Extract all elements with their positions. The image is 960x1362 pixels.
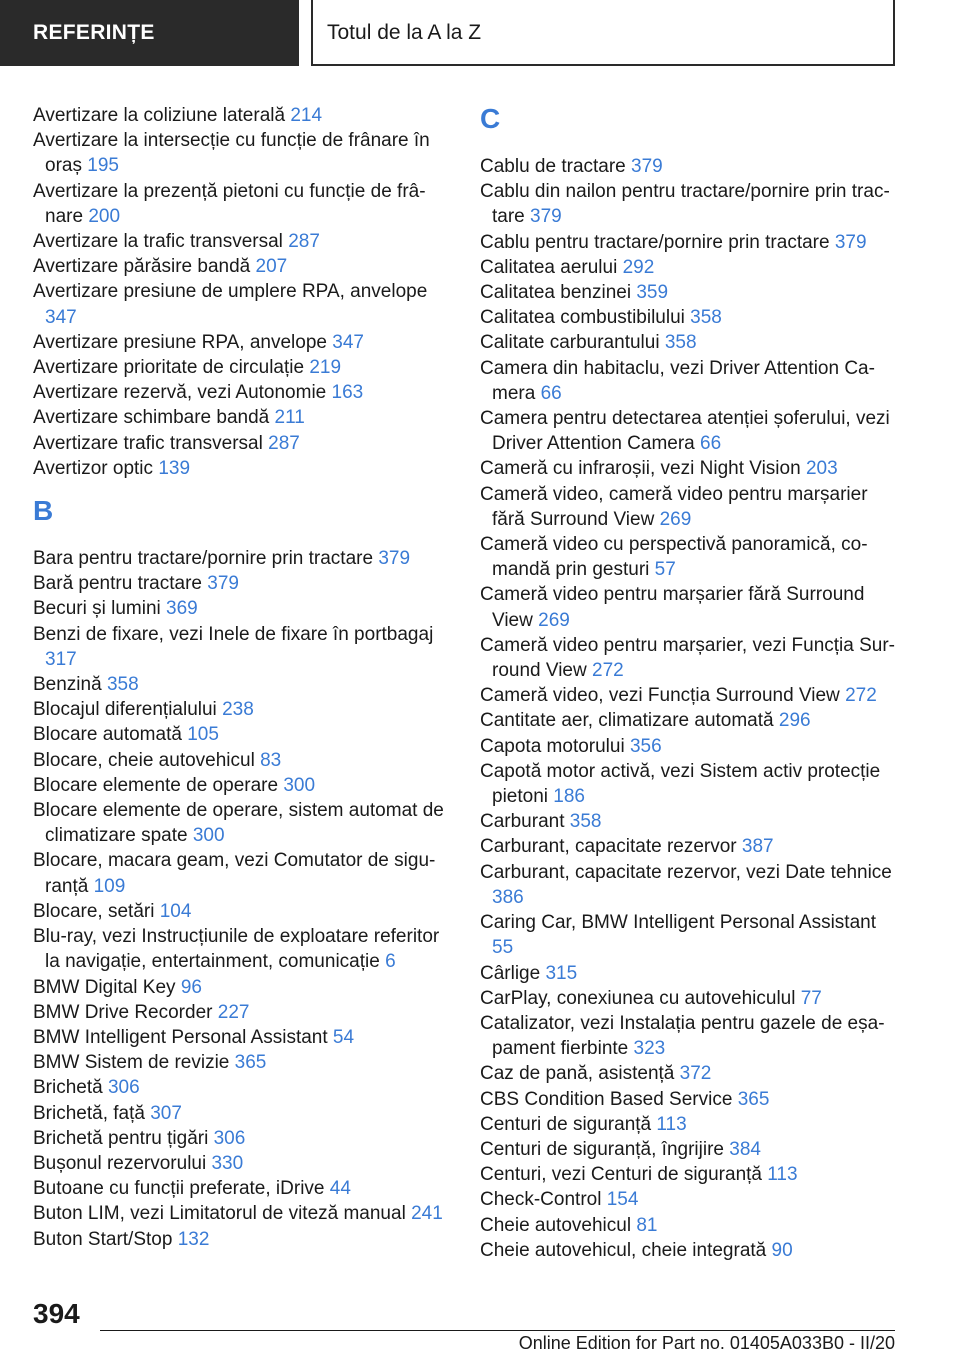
index-page-link[interactable]: 296 — [778, 710, 811, 732]
index-page-link[interactable]: 113 — [656, 1113, 687, 1135]
index-entry-text: Avertizor optic — [33, 457, 154, 479]
index-entry-text: Blocare, setări — [33, 900, 155, 922]
index-entry-text: Avertizare rezervă, vezi Autonomie — [33, 382, 327, 404]
index-entry-text: Cameră video, vezi Funcția Surround View — [480, 685, 840, 707]
index-entry — [480, 456, 895, 481]
index-entry — [33, 254, 451, 279]
index-entry-text: Avertizare la trafic transversal — [33, 231, 283, 253]
index-page-link[interactable]: 300 — [283, 774, 316, 796]
index-entry-text: Bară pentru tractare — [33, 573, 202, 595]
index-entry — [480, 255, 895, 280]
index-entry — [33, 1201, 451, 1226]
index-page-link[interactable]: 365 — [234, 1052, 267, 1074]
index-entry — [33, 672, 451, 697]
index-entry — [480, 809, 895, 834]
index-entry-text: Avertizare schimbare bandă — [33, 407, 270, 429]
index-entry — [33, 179, 451, 229]
index-page-link[interactable]: 356 — [629, 735, 662, 757]
index-entry-text: Camera pentru detectarea atenției șoferului, vezi Driver Attention Camera — [480, 408, 890, 455]
index-entry-text: Calitatea aerului — [480, 256, 618, 278]
index-entry-text: Centuri de siguranță, îngrijire — [480, 1138, 724, 1160]
index-entry — [33, 405, 451, 430]
index-entry-text: Centuri, vezi Centuri de siguranță — [480, 1164, 762, 1186]
index-page-link[interactable]: 132 — [177, 1228, 210, 1250]
index-entry — [33, 622, 451, 672]
index-entry-text: Blocajul diferențialului — [33, 699, 217, 721]
index-entry — [480, 734, 895, 759]
index-entry-text: BMW Intelligent Personal Assistant — [33, 1026, 328, 1048]
index-entry — [33, 848, 451, 898]
index-entry — [480, 330, 895, 355]
footer-divider — [100, 1330, 895, 1331]
index-entry — [480, 1011, 895, 1061]
index-page-link[interactable]: 90 — [771, 1239, 793, 1261]
index-entry — [33, 380, 451, 405]
index-page-link[interactable]: 306 — [213, 1127, 246, 1149]
index-entry — [33, 546, 451, 571]
index-entry — [480, 154, 895, 179]
index-entry — [480, 280, 895, 305]
index-page-link[interactable]: 379 — [530, 206, 562, 228]
index-entry — [33, 571, 451, 596]
index-entry-text: CBS Condition Based Service — [480, 1088, 733, 1110]
index-page-link[interactable]: 6 — [385, 951, 396, 973]
section-tab[interactable]: REFERINȚE — [0, 0, 299, 66]
index-entry-text: Avertizare trafic transversal — [33, 432, 263, 454]
index-page-link[interactable]: 219 — [309, 357, 342, 379]
index-page-link[interactable]: 287 — [288, 231, 320, 253]
index-entry — [33, 128, 451, 178]
index-page-link[interactable]: 57 — [654, 559, 676, 581]
index-entry — [480, 683, 895, 708]
index-entry — [480, 179, 895, 229]
index-page-link[interactable]: 300 — [192, 825, 225, 847]
index-entry — [33, 355, 451, 380]
index-page-link[interactable]: 365 — [737, 1088, 770, 1110]
index-page-link[interactable]: 44 — [329, 1178, 351, 1200]
index-page-link[interactable]: 203 — [805, 458, 838, 480]
index-page-link[interactable]: 372 — [679, 1063, 712, 1085]
index-entry-text: Bara pentru tractare/pornire prin tractare — [33, 548, 374, 570]
index-entry — [33, 330, 451, 355]
index-entry — [33, 1075, 451, 1100]
index-letter-heading: B — [33, 495, 54, 527]
index-page-link[interactable]: 241 — [411, 1203, 443, 1225]
index-page-link[interactable]: 81 — [636, 1214, 658, 1236]
index-page-link[interactable]: 358 — [569, 811, 602, 833]
index-entry-text: Blocare, macara geam, vezi Comutator de siguranță — [33, 850, 436, 897]
index-entry — [33, 229, 451, 254]
index-entry-text: Brichetă — [33, 1077, 103, 1099]
index-entry-text: Capota motorului — [480, 735, 625, 757]
index-entry — [480, 230, 895, 255]
index-entry — [33, 899, 451, 924]
index-page-link[interactable]: 66 — [540, 382, 562, 404]
index-page-link[interactable]: 347 — [45, 306, 77, 328]
index-entry-text: Cameră video cu perspectivă panoramică, comandă prin gesturi — [480, 534, 868, 581]
index-page-link[interactable]: 379 — [834, 231, 867, 253]
index-page-link[interactable]: 292 — [622, 256, 655, 278]
index-page-link[interactable]: 104 — [159, 900, 192, 922]
index-entry-text: Cameră video pentru marșarier fără Surround View — [480, 584, 865, 631]
index-page-link[interactable]: 238 — [222, 699, 254, 721]
index-entry — [33, 798, 451, 848]
index-entry — [33, 1227, 451, 1252]
index-entry — [480, 1137, 895, 1162]
index-entry — [480, 1087, 895, 1112]
index-entry — [480, 834, 895, 859]
index-page-link[interactable]: 359 — [636, 282, 669, 304]
index-entry-text: Cablu pentru tractare/pornire prin tractare — [480, 231, 830, 253]
index-entry — [33, 456, 451, 481]
index-entry-text: Carburant, capacitate rezervor — [480, 836, 737, 858]
index-entry-text: Caring Car, BMW Intelligent Personal Assistant — [480, 912, 877, 934]
index-entry — [480, 406, 895, 456]
index-page-link[interactable]: 358 — [690, 307, 722, 329]
index-entry-text: Bușonul rezervorului — [33, 1152, 207, 1174]
index-entry-text: Cheie autovehicul — [480, 1214, 632, 1236]
index-entry-text: Benzină — [33, 674, 102, 696]
index-page-link[interactable]: 139 — [158, 457, 191, 479]
index-entry — [480, 759, 895, 809]
index-entry — [33, 975, 451, 1000]
index-entry — [33, 773, 451, 798]
index-entry-text: Cantitate aer, climatizare automată — [480, 710, 774, 732]
index-page-link[interactable]: 186 — [553, 786, 585, 808]
index-entry-text: Blu-ray, vezi Instrucțiunile de exploatare referitor la navigație, entertainment, comunicație — [33, 926, 440, 973]
index-page-link[interactable]: 379 — [631, 156, 663, 177]
index-entry-text: Avertizare presiune de umplere RPA, anvelope — [33, 281, 428, 303]
index-page-link[interactable]: 347 — [332, 331, 364, 353]
index-entry — [480, 633, 895, 683]
page-header — [0, 0, 960, 66]
index-entry-text: Avertizare prioritate de circulație — [33, 357, 305, 379]
index-page-link[interactable]: 269 — [538, 609, 570, 631]
index-page-link[interactable]: 66 — [700, 433, 722, 455]
index-entry — [480, 860, 895, 910]
index-entry — [33, 1000, 451, 1025]
index-entry — [480, 1187, 895, 1212]
index-entry-text: Avertizare părăsire bandă — [33, 256, 251, 278]
index-page-link[interactable]: 330 — [211, 1152, 244, 1174]
index-entry — [33, 279, 451, 329]
index-entry — [480, 1162, 895, 1187]
index-entry-text: Cameră video pentru marșarier, vezi Funcția Surround View — [480, 634, 895, 682]
index-entry-text: Buton LIM, vezi Limitatorul de viteză manual — [33, 1203, 406, 1225]
index-entry-text: Cablu din nailon pentru tractare/pornire prin tractare — [480, 181, 890, 228]
index-entry-text: Avertizare la intersecție cu funcție de frânare în oraș — [33, 130, 430, 177]
index-entry-text: BMW Sistem de revizie — [33, 1052, 230, 1074]
index-page-link[interactable]: 379 — [378, 548, 411, 570]
index-entry — [480, 356, 895, 406]
index-page-link[interactable]: 379 — [207, 573, 239, 595]
index-entry-text: Butoane cu funcții preferate, iDrive — [33, 1178, 325, 1200]
index-page-link[interactable]: 287 — [268, 432, 300, 454]
index-entry-text: Avertizare presiune RPA, anvelope — [33, 331, 327, 353]
index-page-link[interactable]: 358 — [106, 674, 139, 696]
index-entry-text: BMW Drive Recorder — [33, 1001, 213, 1023]
index-column-right — [480, 103, 895, 1263]
index-entry — [480, 910, 895, 960]
index-page-link[interactable]: 387 — [741, 836, 774, 858]
index-entry-text: Carburant — [480, 811, 565, 833]
index-page-link[interactable]: 358 — [664, 332, 697, 354]
index-entry-text: Cameră cu infraroșii, vezi Night Vision — [480, 458, 801, 480]
index-entry — [480, 1061, 895, 1086]
index-entry-text: Blocare elemente de operare — [33, 774, 279, 796]
index-entry-text: Catalizator, vezi Instalația pentru gazele de eșapament fierbinte — [480, 1012, 885, 1060]
index-entry — [480, 1238, 895, 1263]
index-entry-text: Check-Control — [480, 1189, 602, 1211]
index-entry-text: Caz de pană, asistență — [480, 1063, 675, 1085]
index-entry — [33, 1101, 451, 1126]
index-page-link[interactable]: 154 — [606, 1189, 639, 1211]
index-page-link[interactable]: 54 — [332, 1026, 355, 1048]
index-entry-text: BMW Digital Key — [33, 976, 176, 998]
index-entry-text: Becuri și lumini — [33, 598, 161, 620]
index-entry — [33, 924, 451, 974]
index-page-link[interactable]: 306 — [107, 1077, 140, 1099]
index-entry — [33, 431, 451, 456]
index-entry — [480, 582, 895, 632]
index-page-link[interactable]: 55 — [492, 937, 514, 959]
index-page-link[interactable]: 109 — [93, 875, 126, 897]
index-entry-text: Calitatea combustibilului — [480, 307, 685, 329]
index-entry — [33, 722, 451, 747]
index-page-link[interactable]: 96 — [180, 976, 202, 998]
index-page-link[interactable]: 195 — [87, 155, 119, 177]
index-page-link[interactable]: 83 — [260, 749, 282, 771]
index-entry-text: Camera din habitaclu, vezi Driver Attention Camera — [480, 357, 875, 404]
index-page-link[interactable]: 163 — [331, 382, 364, 404]
index-page-link[interactable]: 77 — [800, 987, 822, 1009]
chapter-title[interactable]: Totul de la A la Z — [311, 0, 895, 66]
index-page-link[interactable]: 207 — [255, 256, 288, 278]
index-entry — [480, 961, 895, 986]
index-page-link[interactable]: 307 — [150, 1102, 182, 1124]
index-entry-text: Centuri de siguranță — [480, 1113, 652, 1135]
index-page-link[interactable]: 315 — [545, 962, 578, 984]
index-entry — [33, 697, 451, 722]
index-page-link[interactable]: 272 — [845, 685, 877, 707]
index-page-link[interactable]: 113 — [767, 1164, 798, 1186]
edition-footer: Online Edition for Part no. 01405A033B0 - II/20 — [518, 1333, 895, 1353]
index-entry — [33, 1126, 451, 1151]
index-page-link[interactable]: 211 — [274, 407, 305, 429]
index-page-link[interactable]: 272 — [592, 660, 624, 682]
index-page-link[interactable]: 384 — [729, 1138, 761, 1160]
index-page-link[interactable]: 227 — [217, 1001, 250, 1023]
index-entry-text: Cârlige — [480, 962, 541, 984]
index-entry-text: Avertizare la prezență pietoni cu funcție de frânare — [33, 180, 426, 227]
index-entry-text: Blocare automată — [33, 724, 182, 746]
index-entry — [33, 1151, 451, 1176]
index-entry-text: Calitatea benzinei — [480, 282, 632, 304]
index-entry — [480, 305, 895, 330]
index-entry — [480, 986, 895, 1011]
index-page-link[interactable]: 369 — [166, 598, 198, 620]
index-entry — [33, 1025, 451, 1050]
index-entry-text: Blocare elemente de operare, sistem automat de climatizare spate — [33, 800, 444, 847]
index-entry-text: Carburant, capacitate rezervor, vezi Date tehnice — [480, 861, 892, 883]
index-entry — [33, 1176, 451, 1201]
index-entry-text: Calitate carburantului — [480, 332, 660, 354]
index-page-link[interactable]: 317 — [45, 648, 77, 670]
index-entry-text: Cameră video, cameră video pentru marșarier fără Surround View — [480, 483, 868, 530]
index-entry-text: Blocare, cheie autovehicul — [33, 749, 255, 771]
index-page-link[interactable]: 105 — [187, 724, 219, 746]
index-entry — [480, 1213, 895, 1238]
page-number: 394 — [33, 1298, 80, 1329]
index-page-link[interactable]: 386 — [492, 886, 524, 908]
index-entry-text: CarPlay, conexiunea cu autovehiculul — [480, 987, 796, 1009]
index-entry-text: Buton Start/Stop — [33, 1228, 173, 1250]
index-entry — [480, 1112, 895, 1137]
index-entry-text: Brichetă pentru țigări — [33, 1127, 209, 1149]
index-entry-text: Avertizare la coliziune laterală — [33, 105, 286, 126]
index-entry — [33, 103, 451, 128]
index-letter-heading: C — [480, 103, 501, 134]
index-entry — [33, 1050, 451, 1075]
index-entry-text: Benzi de fixare, vezi Inele de fixare în portbagaj — [33, 623, 434, 645]
index-entry-text: Brichetă, față — [33, 1102, 145, 1124]
index-page-link[interactable]: 200 — [88, 205, 121, 227]
index-page-link[interactable]: 323 — [633, 1038, 666, 1060]
index-entry — [480, 482, 895, 532]
index-entry-text: Cheie autovehicul, cheie integrată — [480, 1239, 767, 1261]
index-entry — [33, 596, 451, 621]
index-entry-text: Capotă motor activă, vezi Sistem activ protecție pietoni — [480, 760, 881, 808]
index-entry-text: Cablu de tractare — [480, 156, 626, 177]
index-entry — [480, 708, 895, 733]
index-entry — [480, 532, 895, 582]
index-entry — [33, 748, 451, 773]
index-page-link[interactable]: 269 — [659, 508, 692, 530]
index-page-link[interactable]: 214 — [290, 105, 323, 126]
index-column-left — [33, 103, 451, 1252]
